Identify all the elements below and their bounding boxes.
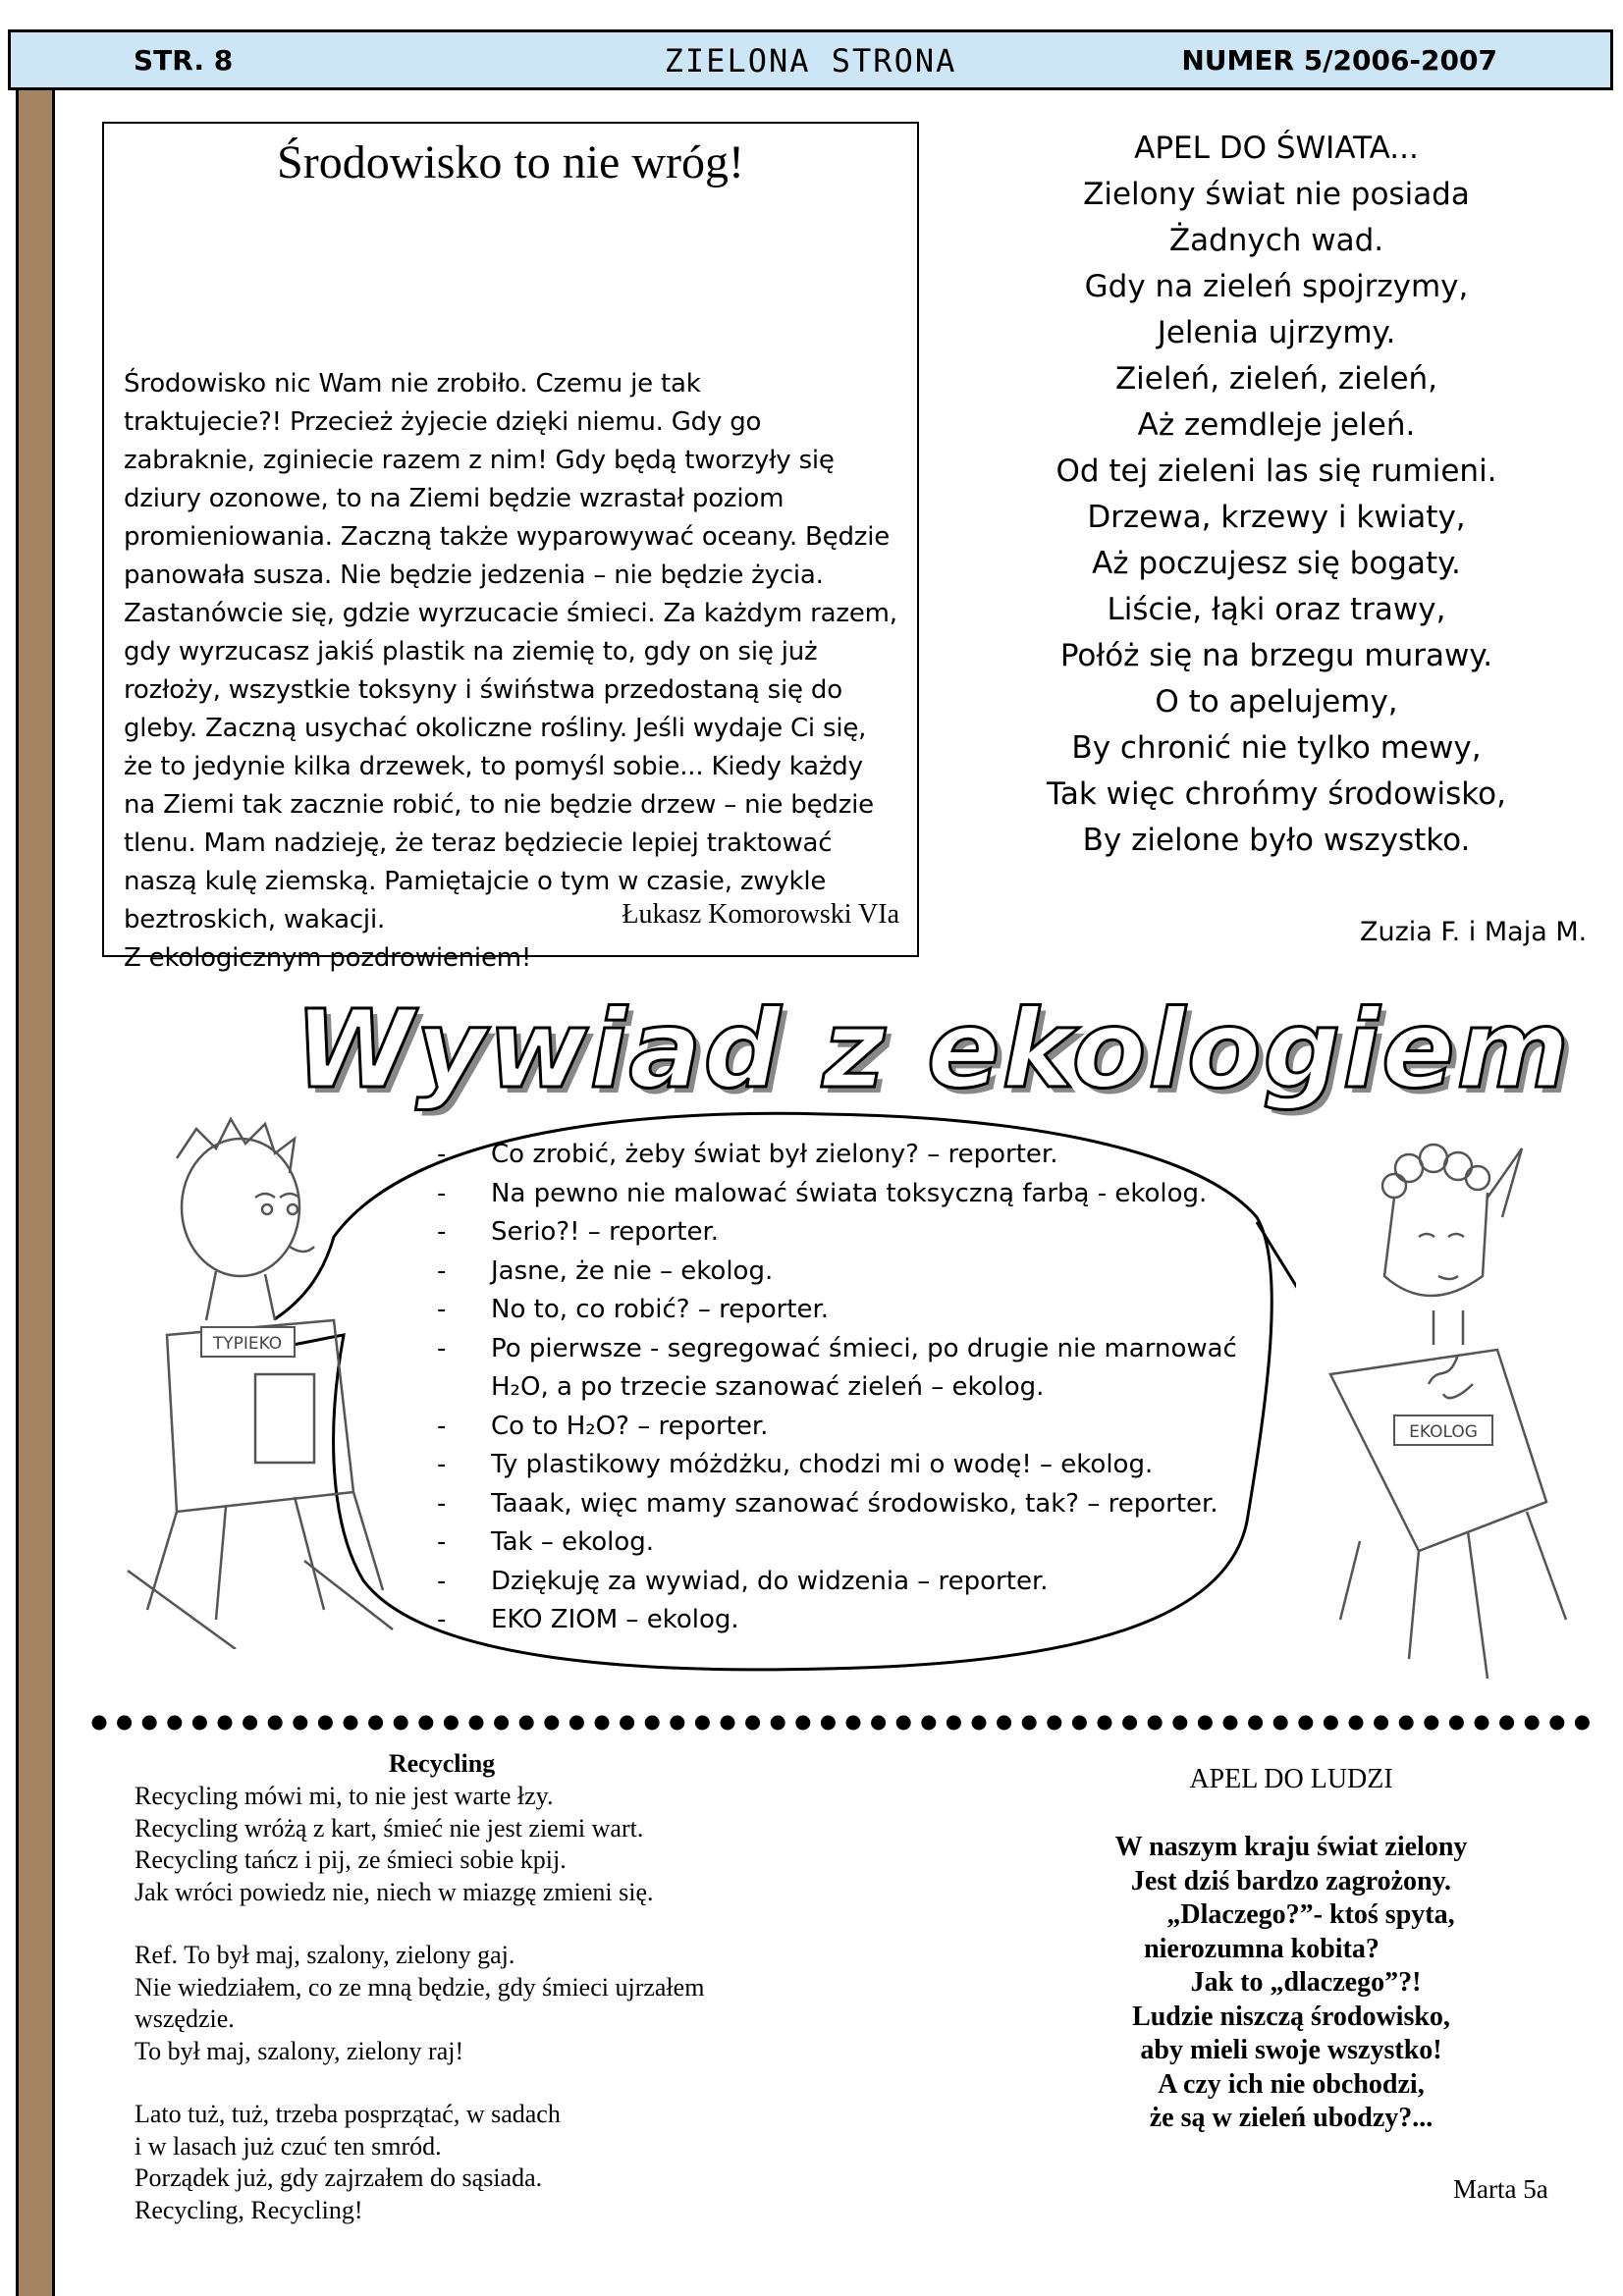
separator-dot <box>745 1716 760 1731</box>
poem-author: Zuzia F. i Maja M. <box>1360 917 1588 947</box>
dialog-text: Taaak, więc mamy szanować środowisko, tak? – reporter. <box>491 1488 1218 1519</box>
separator-dot <box>1022 1716 1037 1731</box>
separator-dot <box>1549 1716 1564 1731</box>
dialog-line <box>437 1523 1271 1563</box>
separator-dot <box>896 1716 911 1731</box>
poem-line: APEL DO ŚWIATA... <box>1134 131 1419 166</box>
dialog-dash: - <box>437 1605 447 1634</box>
separator-dot <box>1148 1716 1163 1731</box>
separator-dot <box>1047 1716 1061 1731</box>
dialog-line <box>437 1408 1271 1447</box>
separator-dot <box>268 1716 283 1731</box>
separator-dot <box>519 1716 534 1731</box>
separator-dot <box>1072 1716 1087 1731</box>
separator-dot <box>1449 1716 1464 1731</box>
separator-dot <box>595 1716 610 1731</box>
separator-dot <box>142 1716 157 1731</box>
dialog-line-continued <box>437 1368 1271 1408</box>
recycling-song <box>135 1781 812 2258</box>
dialog-text: Tak – ekolog. <box>491 1527 655 1557</box>
newsletter-title: ZIELONA STRONA <box>664 42 957 80</box>
separator-dot <box>670 1716 684 1731</box>
reporter-shirt-label: TYPIEKO <box>212 1334 283 1354</box>
poem-line: Liście, łąki oraz trawy, <box>1107 592 1446 627</box>
page-number: STR. 8 <box>134 44 234 77</box>
separator-dot <box>795 1716 810 1731</box>
poem-line: Zielony świat nie posiada <box>1083 177 1470 212</box>
poem-apel-do-swiata <box>982 126 1571 864</box>
poem-line: Tak więc chrońmy środowisko, <box>1047 776 1506 812</box>
dialog-text: H₂O, a po trzecie szanować zieleń – ekolog. <box>491 1372 1045 1402</box>
dialog-line <box>437 1291 1271 1330</box>
poem-line: Aż zemdleje jeleń. <box>1137 407 1416 443</box>
poem-line: Drzewa, krzewy i kwiaty, <box>1087 500 1466 535</box>
song-line: Ref. To był maj, szalony, zielony gaj. <box>135 1941 515 1969</box>
essay-title: Środowisko to nie wróg! <box>277 136 744 188</box>
separator-dot <box>167 1716 182 1731</box>
apel-do-ludzi-poem <box>1080 1831 1502 2136</box>
dialog-line <box>437 1446 1271 1485</box>
separator-dot <box>721 1716 735 1731</box>
dialog-dash: - <box>437 1178 447 1208</box>
poem-line: Żadnych wad. <box>1168 223 1384 258</box>
dialog-text: Jasne, że nie – ekolog. <box>491 1255 774 1286</box>
dialog-text: Co to H₂O? – reporter. <box>491 1411 769 1441</box>
separator-dot <box>92 1716 107 1731</box>
separator-dot <box>1298 1716 1313 1731</box>
separator-dot <box>1324 1716 1338 1731</box>
separator-dot <box>1399 1716 1414 1731</box>
dialog-dash: - <box>437 1488 447 1519</box>
song-line: Recycling mówi mi, to nie jest warte łzy. <box>135 1782 554 1810</box>
separator-dot <box>620 1716 634 1731</box>
separator-dot <box>1475 1716 1489 1731</box>
dialog-text: Dziękuję za wywiad, do widzenia – reporter. <box>491 1566 1049 1596</box>
poem-line: że są w zieleń ubodzy?... <box>1149 2103 1434 2133</box>
dotted-separator <box>88 1712 1591 1734</box>
reporter-drawing <box>108 1099 403 1649</box>
separator-dot <box>1122 1716 1137 1731</box>
song-line: Lato tuż, tuż, trzeba posprzątać, w sadach <box>135 2100 561 2128</box>
poem-line: Jelenia ujrzymy. <box>1157 315 1396 350</box>
poem-line: A czy ich nie obchodzi, <box>1158 2068 1425 2100</box>
dialog-line <box>437 1175 1271 1214</box>
separator-dot <box>117 1716 132 1731</box>
separator-dot <box>645 1716 660 1731</box>
page-header <box>8 29 1613 90</box>
separator-dot <box>293 1716 307 1731</box>
dialog-text: No to, co robić? – reporter. <box>491 1295 830 1324</box>
poem-line: Zieleń, zieleń, zieleń, <box>1114 361 1438 397</box>
separator-dot <box>494 1716 509 1731</box>
dialog-line <box>437 1213 1271 1253</box>
separator-dot <box>1525 1716 1540 1731</box>
poem-line: By chronić nie tylko mewy, <box>1071 730 1482 766</box>
song-line: Nie wiedziałem, co ze mną będzie, gdy śmieci ujrzałem <box>135 1972 705 2002</box>
dialog-line <box>437 1563 1271 1602</box>
poem-line: Ludzie niszczą środowisko, <box>1132 2001 1450 2032</box>
separator-dot <box>1374 1716 1388 1731</box>
dialog-text: Po pierwsze - segregować śmieci, po drugie nie marnować <box>491 1333 1237 1363</box>
separator-dot <box>921 1716 936 1731</box>
poem-line: By zielone było wszystko. <box>1082 823 1471 858</box>
poem-line: Aż poczujesz się bogaty. <box>1092 546 1461 581</box>
separator-dot <box>1172 1716 1187 1731</box>
separator-dot <box>218 1716 233 1731</box>
dialog-dash: - <box>437 1217 447 1247</box>
song-line: Recycling wróżą z kart, śmieć nie jest ziemi wart. <box>135 1813 644 1842</box>
separator-dot <box>192 1716 207 1731</box>
separator-dot <box>569 1716 584 1731</box>
song-line: Recycling, Recycling! <box>135 2195 363 2224</box>
separator-dot <box>544 1716 559 1731</box>
poem-line: Od tej zieleni las się rumieni. <box>1055 454 1497 489</box>
separator-dot <box>469 1716 484 1731</box>
separator-dot <box>821 1716 836 1731</box>
separator-dot <box>972 1716 987 1731</box>
separator-dot <box>695 1716 710 1731</box>
poem-line: nierozumna kobita? <box>1144 1933 1380 1964</box>
dialog-dash: - <box>437 1450 447 1479</box>
separator-dot <box>418 1716 433 1731</box>
song-line: i w lasach już czuć ten smród. <box>135 2131 442 2161</box>
left-margin-bar <box>16 90 55 2296</box>
ecologist-drawing <box>1301 1129 1596 1698</box>
recycling-stanza <box>135 1940 812 2067</box>
dialog-dash: - <box>437 1295 447 1324</box>
dialog-dash: - <box>437 1333 447 1363</box>
interview-dialog <box>437 1136 1271 1640</box>
dialog-text: Na pewno nie malować świata toksyczną farbą - ekolog. <box>491 1178 1208 1208</box>
essay-box <box>102 122 919 973</box>
separator-dot <box>444 1716 459 1731</box>
separator-dot <box>344 1716 358 1731</box>
separator-dot <box>1273 1716 1288 1731</box>
separator-dot <box>1499 1716 1514 1731</box>
interview-title: Wywiad z ekologiem <box>295 987 1572 1112</box>
poem-line: Połóż się na brzegu murawy. <box>1059 638 1493 673</box>
ecologist-shirt-label: EKOLOG <box>1409 1422 1478 1442</box>
song-line: Jak wróci powiedz nie, niech w miazgę zmieni się. <box>135 1877 654 1906</box>
poem-line: Gdy na zieleń spojrzymy, <box>1084 269 1469 304</box>
recycling-title: Recycling <box>388 1749 496 1778</box>
recycling-stanza <box>135 2099 812 2226</box>
separator-dot <box>1098 1716 1112 1731</box>
dialog-line <box>437 1601 1271 1640</box>
separator-dot <box>1198 1716 1213 1731</box>
separator-dot <box>997 1716 1011 1731</box>
song-line: Porządek już, gdy zajrzałem do sąsiada. <box>135 2163 543 2192</box>
dialog-line <box>437 1485 1271 1524</box>
separator-dot <box>1424 1716 1438 1731</box>
dialog-dash: - <box>437 1566 447 1596</box>
song-line: Recycling tańcz i pij, ze śmieci sobie kpij. <box>135 1845 567 1874</box>
separator-dot <box>1223 1716 1238 1731</box>
dialog-line <box>437 1330 1271 1369</box>
essay-body: Środowisko nic Wam nie zrobiło. Czemu je tak traktujecie?! Przecież żyjecie dzięki niemu. Gdy go zabraknie, zginiecie razem z nim! Gdy będą tworzyły się dziury ozonowe, to na Ziemi będzie wzrastał poziom promieniowania. Zaczną także wyparowywać oceany. Będzie panowała susza. Nie będzie jedzenia – nie będzie życia. Zastanówcie się, gdzie wyrzucacie śmieci. Za każdym razem, gdy wyrzucasz jakiś plastik na ziemię to, gdy on się już rozłoży, wszystkie toksyny i świństwa przedostaną się do gleby. Zaczną usychać okoliczne rośliny. Jeśli wydaje Ci się, że to jedynie kilka drzewek, to pomyśl sobie... Kiedy każdy na Ziemi tak zacznie robić, to nie będzie drzew – nie będzie tlenu. Mam nadzieję, że teraz będziecie lepiej traktować naszą kulę ziemską. Pamiętajcie o tym w czasie, zwykle beztroskich, wakacji. Z ekologicznym pozdrowieniem! <box>124 369 897 973</box>
dialog-dash: - <box>437 1140 447 1169</box>
poem-line: Jak to „dlaczego”?! <box>1190 1967 1422 1998</box>
poem-line: Jest dziś bardzo zagrożony. <box>1130 1865 1452 1896</box>
separator-dot <box>394 1716 408 1731</box>
essay-author: Łukasz Komorowski VIa <box>622 899 899 930</box>
song-line: wszędzie. <box>135 2004 235 2033</box>
song-line: To był maj, szalony, zielony raj! <box>135 2036 464 2065</box>
poem-line: O to apelujemy, <box>1155 684 1398 720</box>
dialog-dash: - <box>437 1255 447 1286</box>
dialog-dash: - <box>437 1411 447 1441</box>
separator-dot <box>947 1716 961 1731</box>
dialog-line <box>437 1136 1271 1175</box>
dialog-text: EKO ZIOM – ekolog. <box>491 1605 739 1634</box>
separator-dot <box>846 1716 861 1731</box>
dialog-dash: - <box>437 1527 447 1557</box>
poem-line: W naszym kraju świat zielony <box>1114 1832 1468 1862</box>
apel-do-ludzi-author: Marta 5a <box>1453 2174 1548 2204</box>
issue-number: NUMER 5/2006-2007 <box>1181 44 1497 77</box>
poem-line: aby mieli swoje wszystko! <box>1140 2035 1442 2065</box>
separator-dot <box>318 1716 333 1731</box>
dialog-text: Ty plastikowy móżdżku, chodzi mi o wodę! – ekolog. <box>491 1450 1154 1479</box>
separator-dot <box>1575 1716 1590 1731</box>
apel-do-ludzi-title: APEL DO LUDZI <box>1189 1764 1393 1794</box>
separator-dot <box>1349 1716 1364 1731</box>
dialog-line <box>437 1253 1271 1292</box>
dialog-text: Co zrobić, żeby świat był zielony? – reporter. <box>491 1140 1058 1169</box>
separator-dot <box>243 1716 257 1731</box>
separator-dot <box>368 1716 383 1731</box>
poem-line: „Dlaczego?”- ktoś spyta, <box>1166 1899 1455 1930</box>
dialog-text: Serio?! – reporter. <box>491 1217 720 1247</box>
separator-dot <box>1248 1716 1263 1731</box>
separator-dot <box>871 1716 886 1731</box>
separator-dot <box>771 1716 785 1731</box>
recycling-stanza <box>135 1781 812 1908</box>
